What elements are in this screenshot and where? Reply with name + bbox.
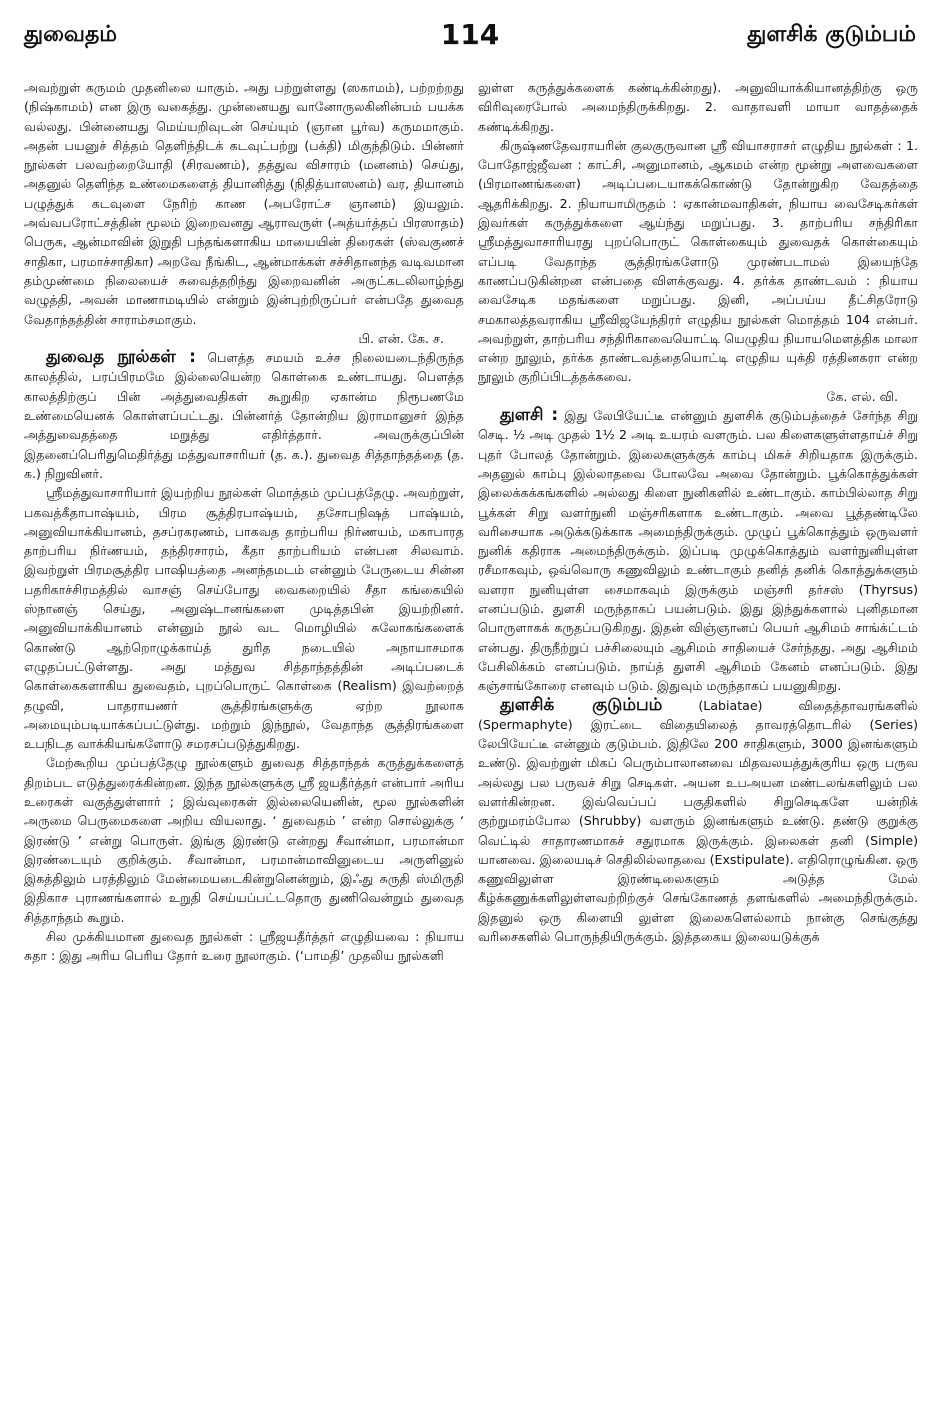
paragraph: அவற்றுள் கருமம் முதனிலை யாகும். அது பற்றுள்ளது (ஸகாமம்), பற்றற்றது (நிஷ்காமம்) என இரு வகைத்து. முன்னையது வானோருலகினின்பம் பயக்க வல்லது. பின்னையது மெய்யறிவுடன் செய்யும் (ஞான பூர்வ) கருமமாகும். அதன் பயனுச் சித்தம் தெளிந்திடக் கடவுட்பற்று (பக்தி) மிகுந்திடும். பின்னர் நூல்கள் பலவற்றையோதி (சிரவணம்), தத்துவ விசாரம் (மனனம்) செய்து, அதனுல் தெளிந்த உண்மைகளைத் தியானித்து (நிதித்யாஸனம்) வர, தியானம் பழுத்துக் கடவுளை நேரிற் காண (அபரோட்ச ஞானம்) இயலும். அவ்வபரோட்சத்தின் மூலம் இறைவனது ஆராவருள் (அத்யர்த்தப் பிரஸாதம்) பெருக, ஆன்மாவின் இறுதி பந்தங்களாகிய மாயையின் திரைகள் (ஸ்வகுணச் சாதிகா, பரமாச்சாதிகா) அறவே நீங்கிட, ஆன்மாக்கள் சச்சிதானந்த வடிவமான தம்முண்மை நிலையைச் சுவைத்தறிந்து இறைவனின் அருட்கடலிலாழ்ந்து வழுத்தி, அவன் மாணாமடியில் என்றும் இன்புற்றிருப்பர் என்பதே துவைத வேதாந்தத்தின் சாராம்சமாகும். bbox=[24, 80, 464, 327]
left-column bbox=[24, 78, 464, 966]
paragraph-text: இது லேபியேட்டீ என்னும் துளசிக் குடும்பத்தைச் சேர்ந்த சிறு செடி. ½ அடி முதல் 1½ 2 அடி உயரம் வளரும். பல கிளைகளுள்ளதாய்ச் சிறு புதர் போலத் தோன்றும். இலைகளுக்குக் காம்பு மிகச் சிறியதாக இருக்கும். அதனுல் காம்பு இல்லாதவை போலவே அவை தோன்றும். பூக்கொத்துக்கள் இலைக்கக்கங்களில் அல்லது கிளை நுனிகளில் உண்டாகும். காம்பில்லாத சிறு பூக்கள் சிறு வளர்நுனி மஞ்சரிகளாக உண்டாகும். அவை பூத்தண்டிலே வரிசையாக அடுக்கடுக்காக அமைந்திருக்கும். முழுப் பூக்கொத்தும் ஒருவளர் நுனிக் கதிராக அமைந்திருக்கும். இப்படி முழுக்கொத்தும் வளர்நுனியுள்ள ரசீமாகவும், ஒவ்வொரு கணுவிலும் உண்டாகும் தனித் தனிக் கொத்துக்களும் வளரா நுனியுள்ள சைமாகவும் இருக்கும் மஞ்சரி தர்சஸ் (Thyrsus) எனப்படும். துளசி மருந்தாகப் பயன்படும். இது இந்துக்களால் புனிதமான பொருளாகக் கருதப்படுகிறது. இதன் விஞ்ஞானப் பெயர் ஆசிமம் சாங்க்ட்டம் என்பது. திருநீற்றுப் பச்சிலையும் ஆசிமம் சாதியைச் சேர்ந்தது. அது ஆசிமம் பேசிலிக்கம் எனப்படும். நாய்த் துளசி ஆசிமம் கேனம் எனப்படும். இது கஞ்சாங்கோரை எனவும் படும். இதுவும் மருந்தாகப் பயனுகிறது. bbox=[478, 408, 918, 694]
header-right-title: துளசிக் குடும்பம் bbox=[747, 22, 916, 47]
paragraph: ஸ்ரீமத்துவாசாரியார் இயற்றிய நூல்கள் மொத்தம் முப்பத்தேழு. அவற்றுள், பகவத்கீதாபாஷ்யம், பிரம சூத்திரபாஷ்யம், தசோபநிஷத் பாஷ்யம், அனுவியாக்கியானம், தசப்ரகரணம், பாகவத தாற்பரிய நிர்ணயம், மகாபாரத தாற்பரிய நிர்ணயம், தந்திரசாரம், கீதா தாற்பரியம் என்பன சிலவாம். இவற்றுள் பிரமசூத்திர பாஷியத்தை அனந்தமடம் என்னும் பேருடைய சின்ன பதரிகாச்சிரமத்தில் வாசஞ் செய்போது வைகறையில் சீதா கங்கையில் ஸ்நானஞ் செய்து, அனுஷ்டானங்களை முடித்தபின் இயற்றினர். அனுவியாக்கியானம் என்னும் நூல் வட மொழியில் சுலோகங்களைக் கொண்டு ஆற்றொழுக்காய்த் துரித நடையில் அநாயாசமாக எழுதப்பட்டுள்ளது. அது மத்துவ சித்தாந்தத்தின் அடிப்படைக் கொள்கைகளாகிய துவைதம், புறப்பொருட் கொள்கை (Realism) இவற்றைத் தழுவி, பாதராயணர் சூத்திரங்களுக்கு ஏற்ற நூலாக அமையும்படியாக்கப்பட்டுள்து. மற்றும் இந்நூல், வேதாந்த சூத்திரங்களை உபநிடத வாக்கியங்களோடு சமரசப்படுத்துகிறது. bbox=[24, 485, 464, 752]
right-column bbox=[478, 78, 918, 946]
section-heading: துளசிக் குடும்பம் bbox=[500, 694, 663, 715]
header-left-title: துவைதம் bbox=[24, 22, 117, 47]
paragraph-text: (Labiatae) விதைத்தாவரங்களில் (Spermaphyte) இரட்டை விதையிலைத் தாவரத்தொடரில் (Series) லேபியேட்டீ என்னும் குடும்பம். இதிலே 200 சாதிகளும், 3000 இனங்களும் உண்டு. இவற்றுள் மிகப் பெரும்பாலானவை மிதவலயத்துக்குரிய ஒரு பருவ அல்லது பல பருவச் சிறு செடிகள். அயன உபஅயன மண்டலங்களிலும் பல வளர்கின்றன. இவ்வெப்பப் பகுதிகளில் சிறுசெடிகளே யன்றிக் குற்றுமரம்போல (Shrubby) வளரும் இனங்களும் உண்டு. தண்டு குறுக்கு வெட்டில் சாதாரணமாகச் சதுரமாக இருக்கும். இலைகள் தனி (Simple) யானவை. இலையடிச் செதிலில்லாதவை (Exstipulate). எதிரொழுங்கின. ஒரு கணுவிலுள்ள இரண்டிலைகளும் அடுத்த மேல் கீழ்க்கணுக்களிலுள்ளவற்றிற்குச் செங்கோணத் தளங்களில் அமைந்திருக்கும். இதனுல் ஒரு கிளையி லுள்ள இலைகளெல்லாம் நான்கு செங்குத்து வரிசைகளில் பொருந்தியிருக்கும். இத்தகைய இலையடுக்குக் bbox=[478, 697, 918, 945]
paragraph: கிருஷ்ணதேவராயரின் குலகுருவான ஸ்ரீ வியாசராசர் எழுதிய நூல்கள் : 1. போதோஜ்ஜீவன : காட்சி, அனுமானம், ஆகமம் என்ற மூன்று அளவைகளை (பிரமாணங்களை) அடிப்படையாகக்கொண்டு தோன்றுகிற வேதத்தை ஆதரிக்கிறது. 2. நியாயாமிருதம் : ஏகான்மவாதிகள், நியாய வைசேடிகர்கள் இவர்கள் கருத்துக்களை ஆய்ந்து மறுப்பது. 3. தாற்பரிய சந்திரிகா ஸ்ரீமத்துவாசாரியரது புறப்பொருட் கொள்கையும் துவைதக் கொள்கையும் எப்படி வேதாந்த சூத்திரங்களோடு முரண்படாமல் இயைந்தே காணப்படுகின்றன என்பதை விளக்குவது. 4. தர்க்க தாண்டவம் : நியாய வைசேடிக மதங்களை மறுப்பது. இனி, அப்பய்ய தீட்சிதரோடு சமகாலத்தவராகிய ஸ்ரீவிஜயேந்திரர் எழுதிய நூல்கள் மொத்தம் 104 என்பர். அவற்றுள், தாற்பரிய சந்திரிகாவையொட்டி யெழுதிய நியாயமௌத்திக மாலா என்ற நூலும், தர்க்க தாண்டவத்தையொட்டி எழுதிய யுக்தி ரத்தினகரா என்ற நூலும் குறிப்பிடத்தக்கவை. bbox=[478, 137, 918, 385]
paragraph: மேற்கூறிய முப்பத்தேழு நூல்களும் துவைத சித்தாந்தக் கருத்துக்களைத் திறம்பட எடுத்துரைக்கின்றன. இந்த நூல்களுக்கு ஸ்ரீ ஜயதீர்த்தர் என்பார் அரிய உரைகள் வகுத்துள்ளார் ; இவ்வுரைகள் இல்லையெனின், மூல நூல்களின் அருமை பெருமைகளை அறிய வியலாது. ‘ துவைதம் ’ என்ற சொல்லுக்கு ‘ இரண்டு ’ என்று பொருள். இங்கு இரண்டு என்றது சீவான்மா, பரமான்மா இரண்டையும் குறிக்கும். சீவான்மா, பரமான்மாவினுடைய அருளினுல் இகத்திலும் பரத்திலும் மேன்மையடைகின்றுனென்றும், இஃது சுருதி ஸ்மிருதி இதிகாச புராணங்களால் உறுதி செய்யப்பட்டதொரு துணிவென்றும் துவைத சித்தாந்தம் கூறும். bbox=[24, 755, 464, 925]
author-signature: கே. எல். வி. bbox=[826, 388, 898, 404]
paragraph-thulasi bbox=[478, 406, 918, 695]
author-signature: பி. என். கே. ச. bbox=[358, 330, 444, 346]
paragraph-text: பௌத்த சமயம் உச்ச நிலையடைந்திருந்த காலத்தில், பரப்பிரமமே இல்லையென்ற கொள்கை உண்டாயது. பௌத்த காலத்திற்குப் பின் அத்துவைதிகள் கூறுகிற ஏகான்ம நிரூபணமே உண்மையெனக் கொள்ளப்பட்டது. பின்னர்த் தோன்றிய இராமானுசர் இந்த அத்துவைதத்தை மறுத்து எதிர்த்தார். அவருக்குப்பின் இதனைப்பெரிதுமெதிர்த்து மத்துவாசாரியர் (த. க.). துவைத சித்தாந்தத்தை (த. க.) நிறுவினர். bbox=[24, 350, 464, 481]
section-heading: துவைத நூல்கள் : bbox=[46, 347, 196, 368]
paragraph: லுள்ள கருத்துக்களைக் கண்டிக்கின்றது). அனுவியாக்கியானத்திற்கு ஒரு விரிவுரைபோல் அமைந்திருக்கிறது. 2. வாதாவளி மாயா வாதத்தைக் கண்டிக்கிறது. bbox=[478, 80, 918, 134]
paragraph-kudumbam bbox=[478, 696, 918, 947]
page-header bbox=[24, 18, 916, 62]
paragraph-naalgal bbox=[24, 348, 464, 483]
paragraph: சில முக்கியமான துவைத நூல்கள் : ஸ்ரீஜயதீர்த்தர் எழுதியவை : நியாய சுதா : இது அரிய பெரிய தோர் உரை நூலாகும். (‘பாமதி’ முதலிய நூல்களி bbox=[24, 929, 464, 964]
section-heading: துளசி : bbox=[500, 405, 559, 426]
page-number: 114 bbox=[440, 18, 500, 51]
